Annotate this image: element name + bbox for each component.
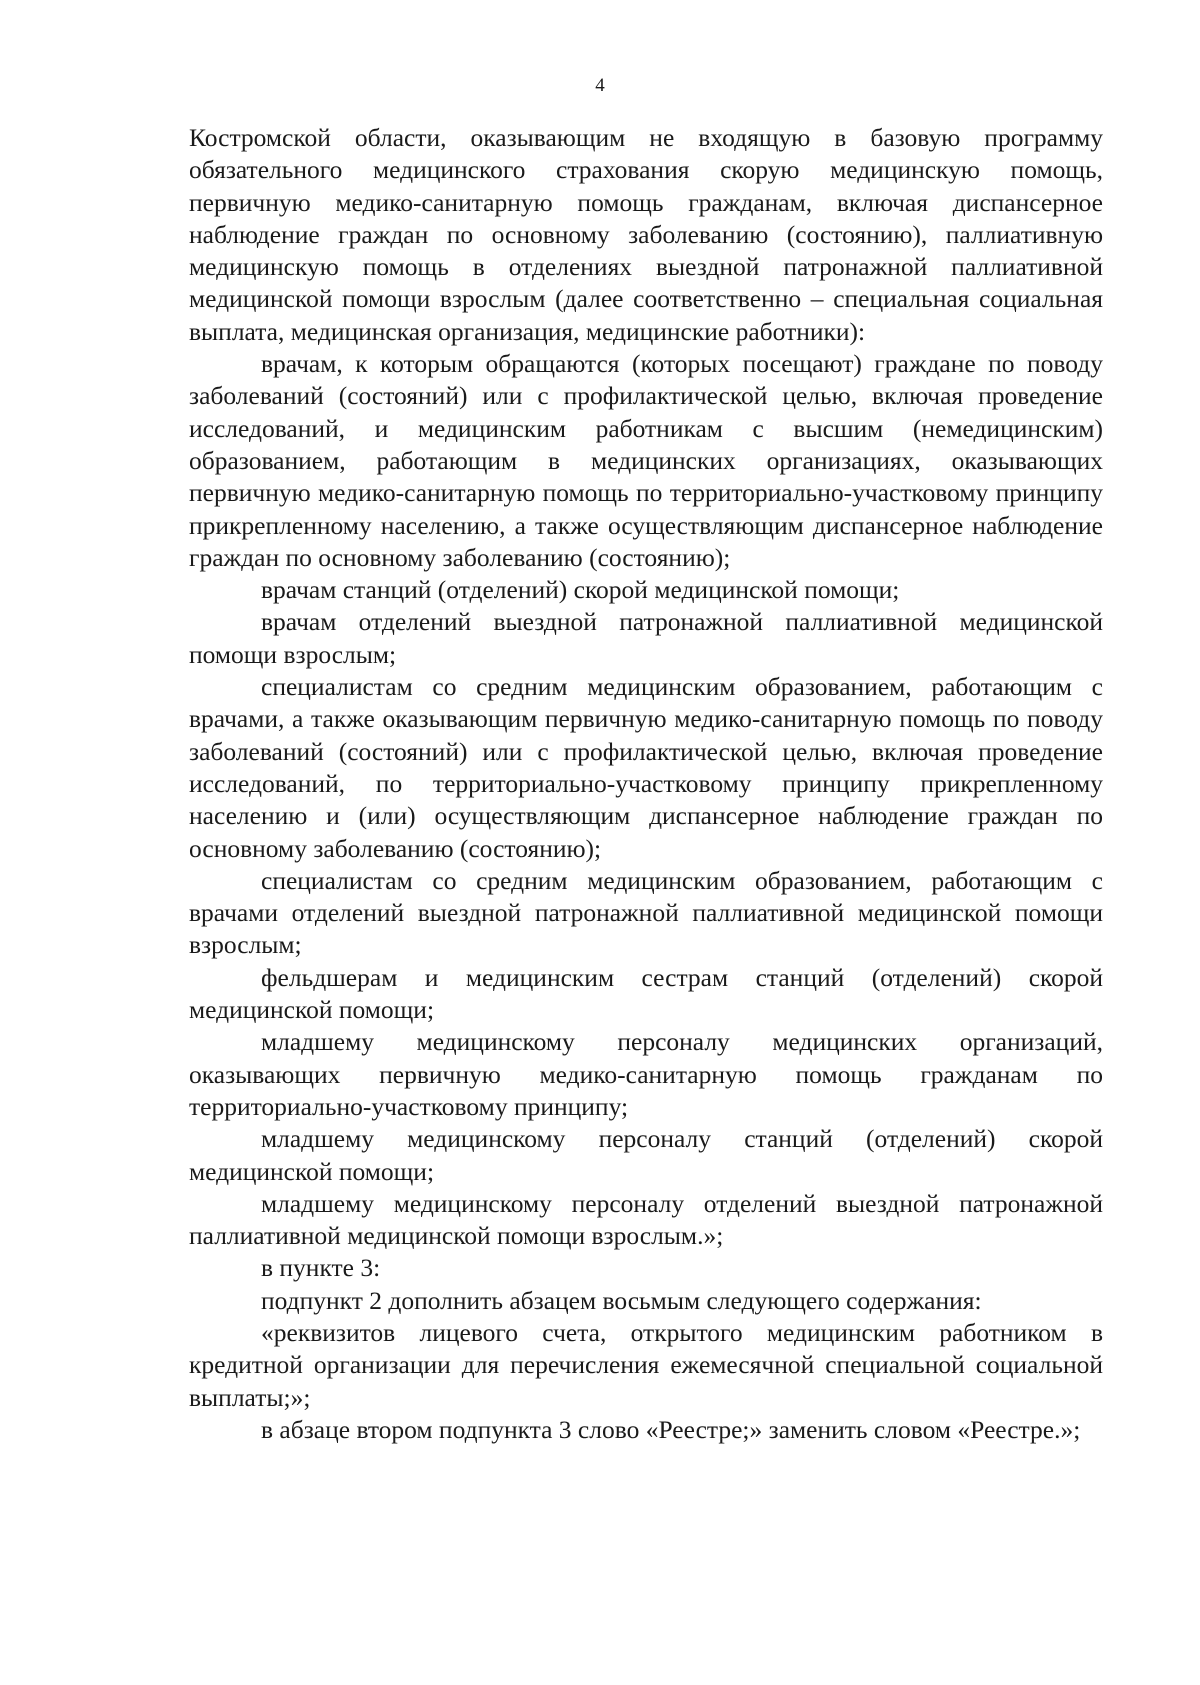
paragraph-junior-staff-ambulance: младшему медицинскому персоналу станций (отделений) скорой медицинской помощи;	[189, 1124, 1103, 1186]
paragraph-mid-level-palliative: специалистам со средним медицинским образованием, работающим с врачами отделений выездной патронажной паллиативной медицинской помощи взрослым;	[189, 865, 1103, 960]
paragraph-subclause-3-replace: в абзаце втором подпункта 3 слово «Реестре;» заменить словом «Реестре.»;	[261, 1414, 1081, 1444]
paragraph-continuation: Костромской области, оказывающим не входящую в базовую программу обязательного медицинского страхования скорую медицинскую помощь, первичную медико-санитарную помощь гражданам, включая диспансерное наблюдение граждан по основному заболеванию (состоянию), паллиативную медицинскую помощь в отделениях выездной патронажной паллиативной медицинской помощи взрослым (далее соответственно – специальная социальная выплата, медицинская организация, медицинские работники):	[189, 123, 1103, 346]
document-body	[189, 122, 1103, 1446]
page-number: 4	[595, 75, 605, 96]
paragraph-doctors-primary-care: врачам, к которым обращаются (которых посещают) граждане по поводу заболеваний (состояний) или с профилактической целью, включая проведение исследований, и медицинским работникам с высшим (немедицинским) образованием, работающим в медицинских организациях, оказывающих первичную медико-санитарную помощь по территориально-участковому принципу прикрепленному населению, а также осуществляющим диспансерное наблюдение граждан по основному заболеванию (состоянию);	[189, 349, 1103, 572]
paragraph-mid-level-specialists: специалистам со средним медицинским образованием, работающим с врачами, а также оказывающим первичную медико-санитарную помощь по поводу заболеваний (состояний) или с профилактической целью, включая проведение исследований, по территориально-участковому принципу прикрепленному населению и (или) осуществляющим диспансерное наблюдение граждан по основному заболеванию (состоянию);	[189, 672, 1103, 863]
paragraph-clause-3-heading: в пункте 3:	[261, 1253, 381, 1283]
paragraph-junior-staff-organizations: младшему медицинскому персоналу медицинских организаций, оказывающих первичную медико-санитарную помощь гражданам по территориально-участковому принципу;	[189, 1027, 1103, 1121]
paragraph-subclause-2: подпункт 2 дополнить абзацем восьмым следующего содержания:	[261, 1285, 982, 1315]
paragraph-palliative-doctors: врачам отделений выездной патронажной паллиативной медицинской помощи взрослым;	[189, 607, 1103, 669]
paragraph-paramedics-nurses: фельдшерам и медицинским сестрам станций (отделений) скорой медицинской помощи;	[189, 962, 1103, 1025]
paragraph-account-details: «реквизитов лицевого счета, открытого медицинским работником в кредитной организации для перечисления ежемесячной специальной социальной выплаты;»;	[189, 1317, 1103, 1412]
paragraph-ambulance-doctors: врачам станций (отделений) скорой медицинской помощи;	[261, 575, 900, 605]
paragraph-junior-staff-palliative: младшему медицинскому персоналу отделений выездной патронажной паллиативной медицинской помощи взрослым.»;	[189, 1188, 1103, 1251]
